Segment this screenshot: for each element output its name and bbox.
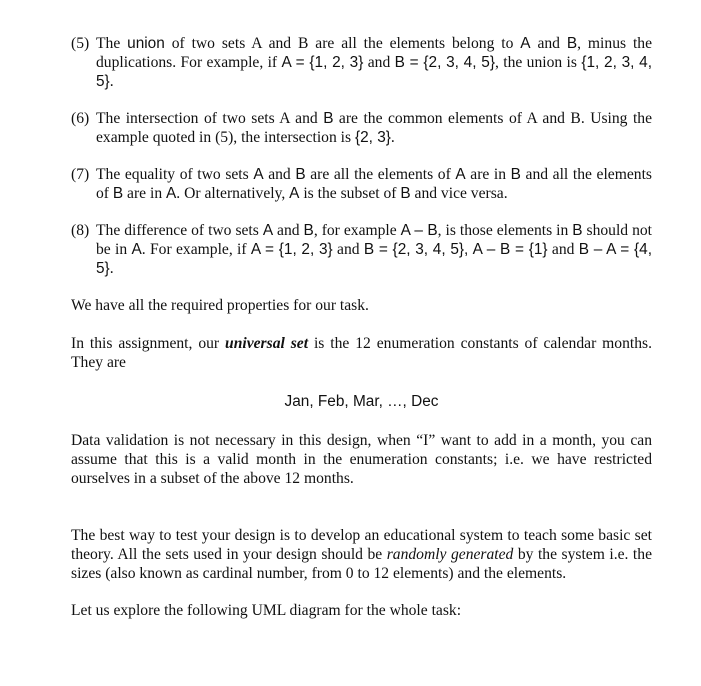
text: The difference of two sets [96,222,263,239]
set-symbol: B [112,185,124,202]
text: , minus the duplications. For example, if [96,35,652,71]
text: and [547,241,579,258]
list-item-equality [71,165,652,203]
paragraph-validation: Data validation is not necessary in this design, when “I” want to add in a month, you can assume that this is a valid month in the enumeration constants; i.e. we have restricted ourselves in a subset of the above 12 months. [71,432,652,487]
text: should not be in [96,222,652,258]
text: In this assignment, our [71,335,226,352]
set-symbol: A [262,222,274,239]
text: , is those elements in [437,222,573,239]
text: The intersection of two sets A and [96,110,324,127]
math-expr: B – A = {4, 5} [96,241,652,277]
document-page [71,34,652,620]
text: is the subset of [299,185,401,202]
paragraph-testing [71,526,652,583]
text: and [273,222,304,239]
text: and [363,54,395,71]
item-number: (7) [71,166,90,183]
math-expr: B = {2, 3, 4, 5}, [363,241,469,258]
text: . For example, if [141,241,251,258]
set-symbol: B [566,35,578,52]
set-symbol: A [289,185,300,202]
text: . [390,129,395,146]
math-expr: {2, 3} [354,129,391,146]
math-expr: A – B = {1} [472,241,548,258]
item-number: (6) [71,110,90,127]
item-number: (5) [71,35,90,52]
text: The [96,35,128,52]
set-symbol: B [303,222,314,239]
text: and [530,35,567,52]
math-expr: B = {2, 3, 4, 5} [394,54,495,71]
text: . Or alternatively, [176,185,290,202]
text: . [109,73,114,90]
set-symbol: B [572,222,583,239]
list-item-difference [71,221,652,278]
set-symbol: A [253,166,264,183]
paragraph-required: We have all the required properties for our task. [71,297,369,314]
set-symbol: B [295,166,306,183]
text: are in [123,185,167,202]
text: , for example [313,222,401,239]
math-expr: A = {1, 2, 3} [281,54,364,71]
text: and vice versa. [410,185,508,202]
text: of two sets A and B are all the elements belong to [164,35,521,52]
text: is the 12 enumeration constants of calendar months. They are [71,335,652,371]
set-symbol: B [323,110,334,127]
paragraph-uml-intro: Let us explore the following UML diagram for the whole task: [71,602,462,619]
text: by the system i.e. the sizes (also known as cardinal number, from 0 to 12 elements) and the elements. [71,546,652,582]
text: . [109,260,114,277]
list-item-intersection [71,109,652,147]
text: and [332,241,364,258]
text: and all the elements of [96,166,652,202]
text: and [263,166,296,183]
set-symbol: A [455,166,466,183]
item-number: (8) [71,222,90,239]
set-symbol: A [131,241,142,258]
set-symbol: A [520,35,531,52]
math-expr: {1, 2, 3, 4, 5} [96,54,653,90]
list-item-union [71,34,652,91]
term-union: union [127,35,165,52]
text: The best way to test your design is to develop an educational system to teach some basic set theory. All the sets used in your design should be [71,527,652,563]
math-expr: A – B [400,222,438,239]
paragraph-universal-set [71,334,652,372]
text: The equality of two sets [96,166,254,183]
text: are all the elements of [305,166,456,183]
math-expr: A = {1, 2, 3} [250,241,333,258]
text: are in [465,166,511,183]
text: are the common elements of A and B. Using the example quoted in (5), the intersection is [96,110,652,146]
set-symbol: B [510,166,521,183]
term-randomly-generated: randomly generated [386,546,514,563]
text: , the union is [494,54,582,71]
term-universal-set: universal set [225,335,309,352]
months-line: Jan, Feb, Mar, …, Dec [284,393,439,410]
set-symbol: A [166,185,177,202]
set-symbol: B [400,185,411,202]
